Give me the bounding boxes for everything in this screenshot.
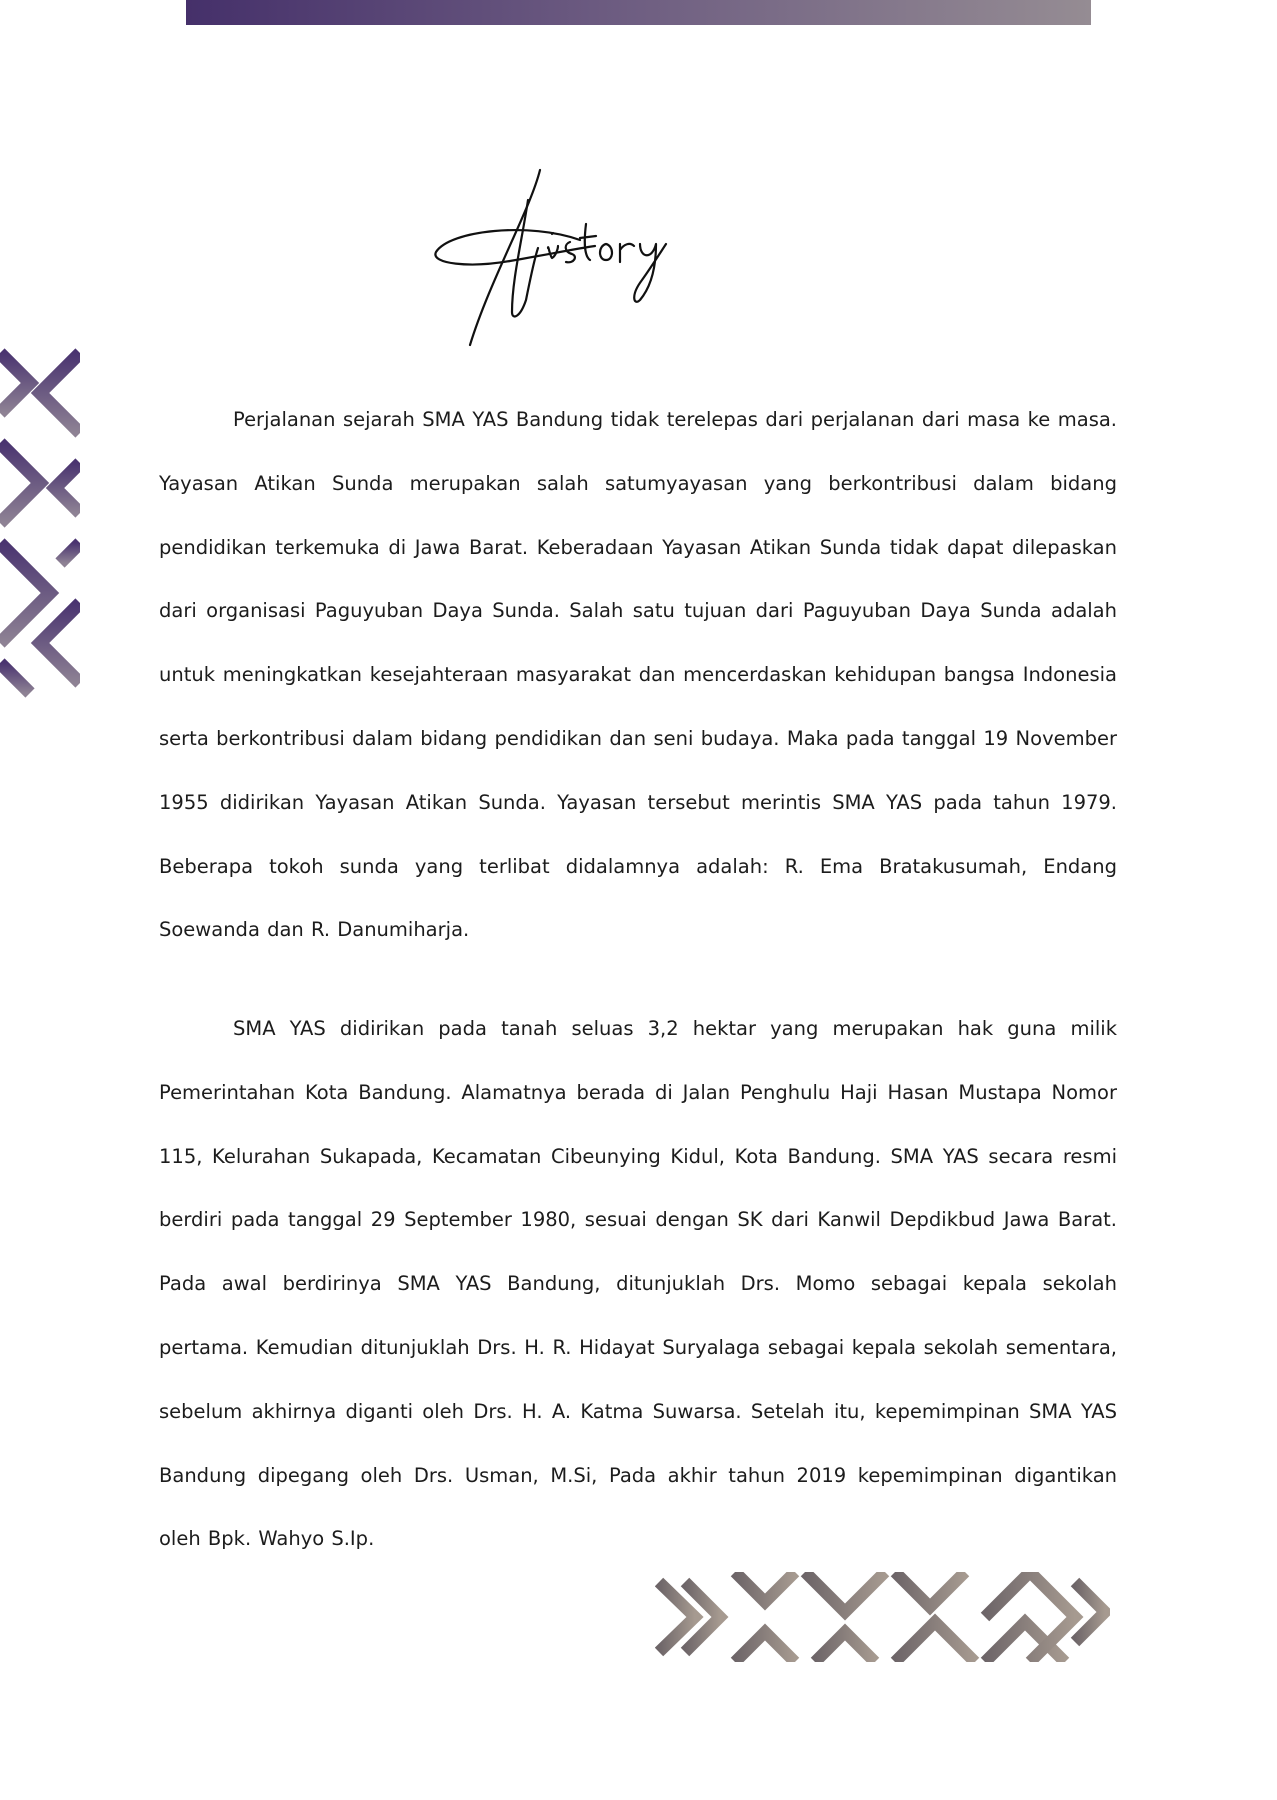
top-accent-bar	[186, 0, 1091, 25]
bottom-ornament-pattern	[655, 1572, 1110, 1662]
page-title	[430, 160, 760, 360]
history-paragraph-1: Perjalanan sejarah SMA YAS Bandung tidak terelepas dari perjalanan dari masa ke masa. Yayasan Atikan Sunda merupakan salah satumyayasan yang berkontribusi dalam bidang pendidikan terkemuka di Jawa Barat. Keberadaan Yayasan Atikan Sunda tidak dapat dilepaskan dari organisasi Paguyuban Daya Sunda. Salah satu tujuan dari Paguyuban Daya Sunda adalah untuk meningkatkan kesejahteraan masyarakat dan mencerdaskan kehidupan bangsa Indonesia serta berkontribusi dalam bidang pendidikan dan seni budaya. Maka pada tanggal 19 November 1955 didirikan Yayasan Atikan Sunda. Yayasan tersebut merintis SMA YAS pada tahun 1979. Beberapa tokoh sunda yang terlibat didalamnya adalah: R. Ema Bratakusumah, Endang Soewanda dan R. Danumiharja.	[159, 408, 1117, 942]
maze-ornament-icon	[655, 1572, 1110, 1662]
history-paragraph-2: SMA YAS didirikan pada tanah seluas 3,2 hektar yang merupakan hak guna milik Pemerintahan Kota Bandung. Alamatnya berada di Jalan Penghulu Haji Hasan Mustapa Nomor 115, Kelurahan Sukapada, Kecamatan Cibeunying Kidul, Kota Bandung. SMA YAS secara resmi berdiri pada tanggal 29 September 1980, sesuai dengan SK dari Kanwil Depdikbud Jawa Barat. Pada awal berdirinya SMA YAS Bandung, ditunjuklah Drs. Momo sebagai kepala sekolah pertama. Kemudian ditunjuklah Drs. H. R. Hidayat Suryalaga sebagai kepala sekolah sementara, sebelum akhirnya diganti oleh Drs. H. A. Katma Suwarsa. Setelah itu, kepemimpinan SMA YAS Bandung dipegang oleh Drs. Usman, M.Si, Pada akhir tahun 2019 kepemimpinan digantikan oleh Bpk. Wahyo S.Ip.	[159, 1017, 1117, 1551]
handwritten-title-graphic	[430, 160, 760, 360]
left-ornament-pattern	[0, 343, 80, 699]
maze-ornament-icon	[0, 343, 80, 699]
